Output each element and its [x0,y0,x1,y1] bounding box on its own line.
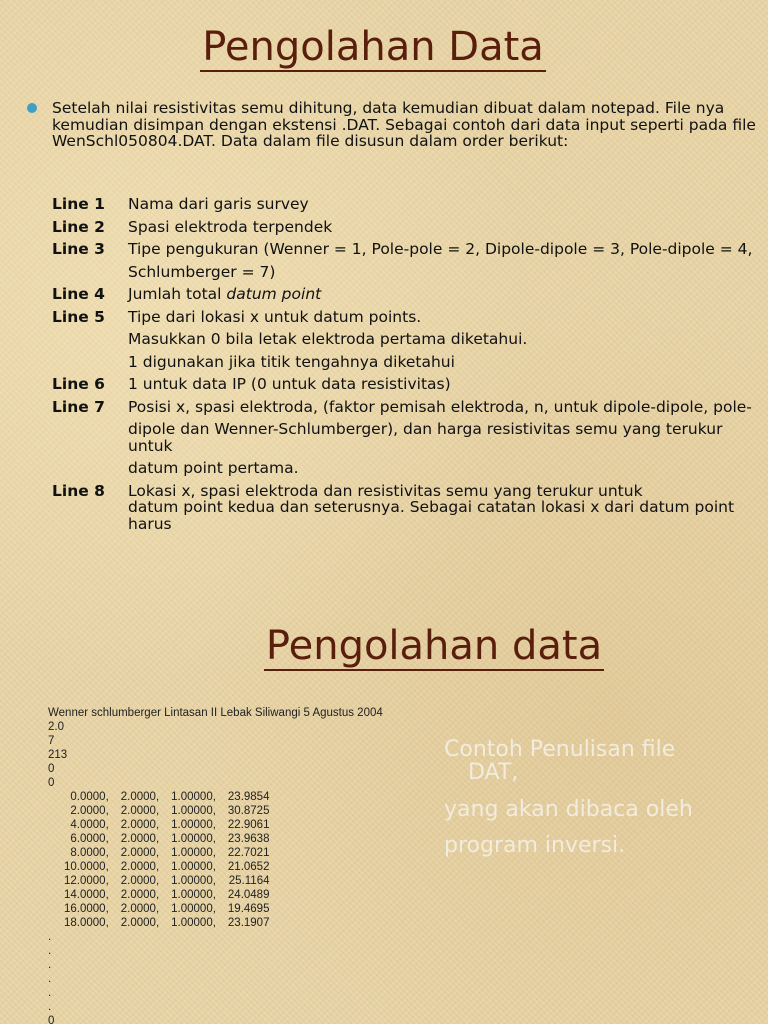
datum-row [64,916,281,930]
datum-cell: 4.0000, [70,819,109,831]
file-header-line: Wenner schlumberger Lintasan II Lebak Siliwangi 5 Agustus 2004 [48,707,383,719]
datum-cell: 2.0000, [120,819,160,831]
line-continuation: datum point pertama. [128,459,299,477]
line-list [52,196,757,538]
line-item [52,196,757,213]
line-text: 1 untuk data IP (0 untuk data resistivitas) [128,375,451,393]
datum-cell: 1.00000, [171,861,216,873]
datum-cell: 18.0000, [64,917,109,929]
intro-paragraph: Setelah nilai resistivitas semu dihitung, data kemudian dibuat dalam notepad. File nya kemudian disimpan dengan ekstensi .DAT. Sebagai contoh dari data input seperti pada file WenSchl050804.DAT. Data dalam file disusun dalam order berikut: [52,99,756,150]
ellipsis-dot: . [48,1001,52,1013]
datum-cell: 19.4695 [227,903,270,915]
datum-cell: 1.00000, [171,917,216,929]
file-line: 2.0 [48,721,64,733]
line-item [52,219,757,236]
datum-cell: 22.9061 [227,819,270,831]
datum-cell: 6.0000, [70,833,109,845]
datum-cell: 2.0000, [120,847,160,859]
ellipsis-dot: . [48,959,52,971]
line-label: Line 7 [52,397,105,416]
line-text: Posisi x, spasi elektroda, (faktor pemisah elektroda, n, untuk dipole-dipole, pole- [128,397,752,416]
datum-cell: 2.0000, [120,917,160,929]
example-caption [444,738,754,864]
file-line: 213 [48,749,68,761]
line-continuation: Masukkan 0 bila letak elektroda pertama diketahui. [128,330,528,348]
datum-cell: 1.00000, [171,875,216,887]
caption-line: yang akan dibaca oleh [444,797,693,822]
line-label: Line 8 [52,481,105,500]
datum-row [64,902,281,916]
line-item [52,376,757,393]
file-line: 7 [48,735,55,747]
datum-cell: 1.00000, [171,903,216,915]
datum-row [64,832,281,846]
file-line: 0 [48,763,55,775]
datum-cell: 21.0652 [227,861,270,873]
line-text: Lokasi x, spasi elektroda dan resistivitas semu yang terukur untuk [128,481,643,500]
datum-cell: 2.0000, [70,805,109,817]
dat-file-listing [48,706,428,1024]
datum-cell: 1.00000, [171,889,216,901]
datum-cell: 1.00000, [171,847,216,859]
datum-cell: 1.00000, [171,819,216,831]
datum-row [64,790,281,804]
datum-table [64,790,281,930]
line-continuation: dipole dan Wenner-Schlumberger), dan harga resistivitas semu yang terukur untuk [128,420,723,455]
line-label: Line 4 [52,285,105,303]
datum-cell: 25.1164 [228,875,270,887]
caption-line: program inversi. [444,833,626,858]
ellipsis-dot: . [48,973,52,985]
slide-title: Pengolahan data [265,623,603,669]
line-item [52,399,757,477]
line-continuation: Schlumberger = 7) [128,262,276,281]
datum-cell: 2.0000, [120,889,160,901]
datum-cell: 10.0000, [64,861,109,873]
ellipsis-dot: . [48,987,52,999]
datum-row [64,846,281,860]
datum-cell: 23.9854 [227,791,270,803]
datum-cell: 23.9638 [227,833,270,845]
datum-cell: 22.7021 [227,847,270,859]
caption-line: DAT, [468,760,519,785]
datum-cell: 1.00000, [171,791,216,803]
bullet-icon [27,103,37,113]
line-text: Nama dari garis survey [128,195,309,213]
file-line: 0 [48,777,55,789]
line-continuation: datum point kedua dan seterusnya. Sebagai catatan lokasi x dari datum point harus [128,498,735,533]
datum-row [64,818,281,832]
datum-row [64,860,281,874]
line-item [52,241,757,280]
line-label: Line 3 [52,240,105,258]
caption-line: Contoh Penulisan file [444,737,676,762]
slide-pengolahan-data-example [0,600,768,1024]
datum-cell: 14.0000, [64,889,109,901]
ellipsis-dot: . [48,931,52,943]
line-text: Tipe pengukuran (Wenner = 1, Pole-pole = 2, Dipole-dipole = 3, Pole-dipole = 4, [128,240,753,258]
line-item [52,483,757,533]
line-label: Line 2 [52,217,105,236]
datum-cell: 2.0000, [120,833,160,845]
datum-row [64,888,281,902]
datum-cell: 2.0000, [120,791,160,803]
datum-cell: 12.0000, [64,875,109,887]
datum-cell: 2.0000, [120,805,160,817]
datum-cell: 1.00000, [171,833,216,845]
datum-cell: 2.0000, [120,875,160,887]
datum-cell: 2.0000, [120,903,160,915]
line-label: Line 5 [52,307,105,326]
datum-row [64,874,281,888]
slide-title: Pengolahan Data [202,24,544,70]
datum-cell: 30.8725 [227,805,270,817]
datum-cell: 2.0000, [120,861,160,873]
line-continuation: 1 digunakan jika titik tengahnya diketahui [128,352,455,371]
ellipsis-dot: . [48,945,52,957]
datum-cell: 23.1907 [227,917,270,929]
datum-cell: 24.0489 [227,889,270,901]
datum-cell: 0.0000, [70,791,109,803]
datum-cell: 8.0000, [70,847,109,859]
line-text: Spasi elektroda terpendek [128,217,333,236]
datum-row [64,804,281,818]
line-item [52,286,757,303]
line-label: Line 6 [52,375,105,393]
line-emphasis: datum point [226,285,322,303]
line-text: Jumlah total [128,285,227,303]
datum-cell: 1.00000, [171,805,216,817]
line-item [52,309,757,371]
datum-cell: 16.0000, [64,903,109,915]
file-tail-line: 0 [48,1015,55,1024]
line-label: Line 1 [52,195,105,213]
line-text: Tipe dari lokasi x untuk datum points. [128,307,422,326]
